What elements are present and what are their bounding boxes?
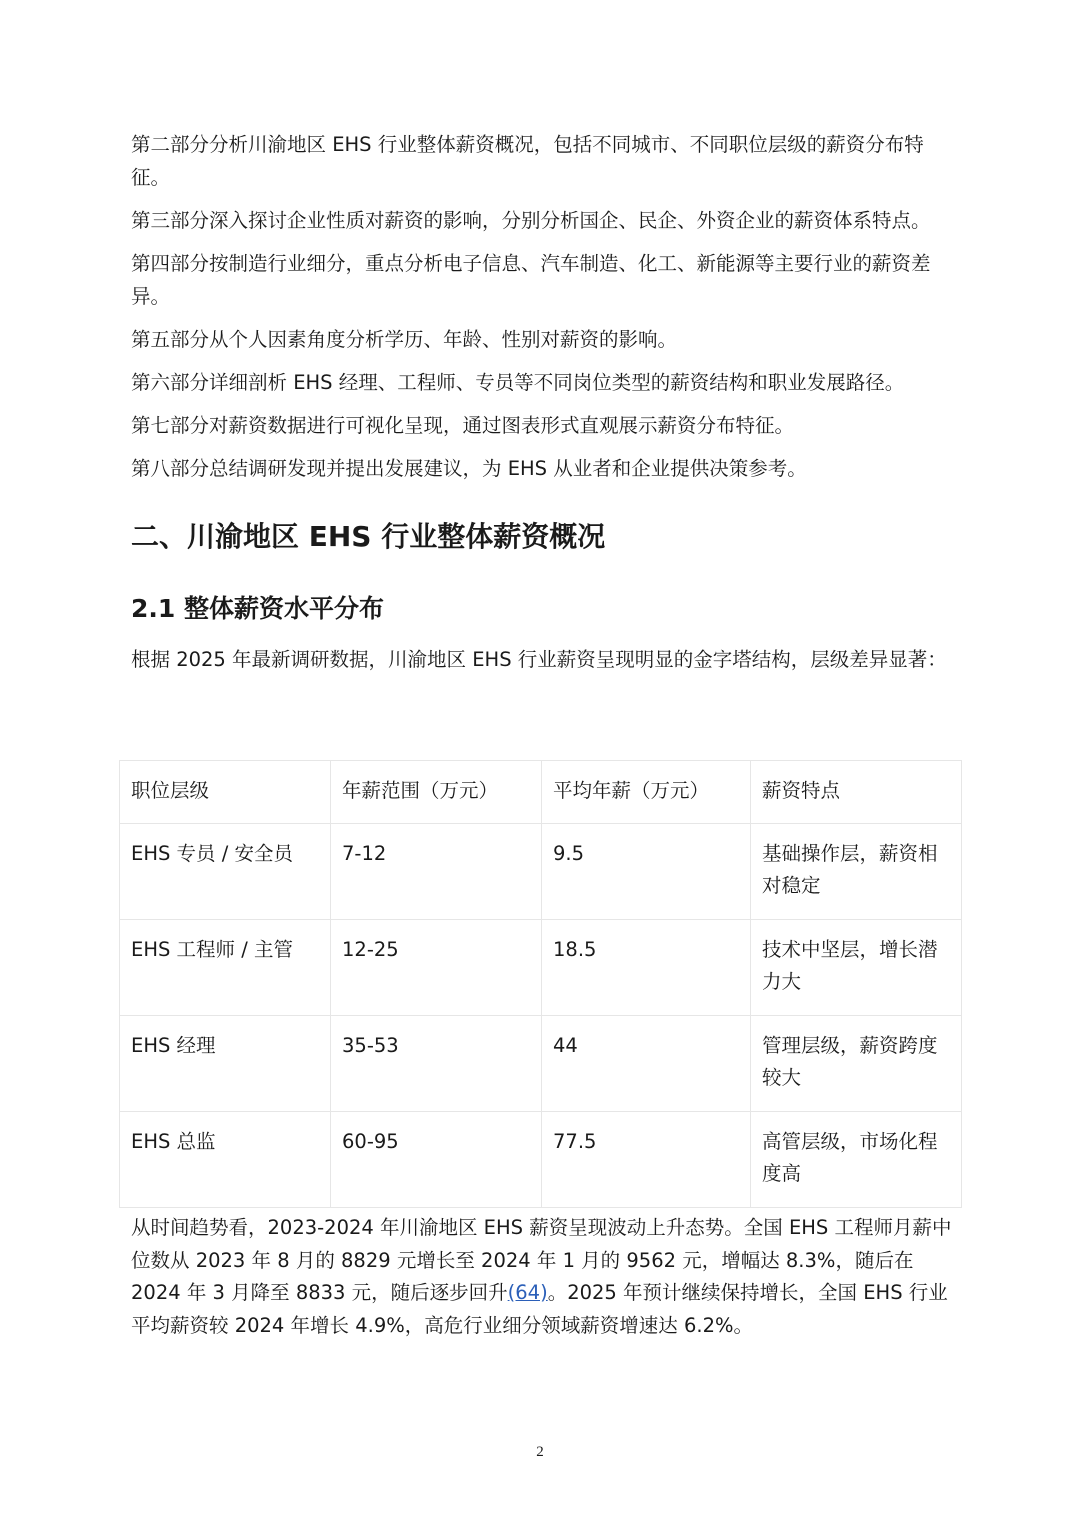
table-cell: 技术中坚层，增长潜力大 xyxy=(751,920,962,1016)
intro-paragraph-part-7: 第七部分对薪资数据进行可视化呈现，通过图表形式直观展示薪资分布特征。 xyxy=(131,414,795,437)
intro-paragraph-part-4: 第四部分按制造行业细分，重点分析电子信息、汽车制造、化工、新能源等主要行业的薪资差异。 xyxy=(131,252,931,308)
table-row xyxy=(120,920,962,1016)
table-cell: EHS 工程师 / 主管 xyxy=(120,920,331,1016)
trend-text-continued: 。2025 年预计继续保持增长，全国 EHS 行业平均薪资较 2024 年增长 4.9%，高危行业细分领域薪资增速达 6.2%。 xyxy=(131,1281,948,1337)
table-cell: 管理层级，薪资跨度较大 xyxy=(751,1016,962,1112)
table-cell: 18.5 xyxy=(542,920,751,1016)
table-header-cell: 年薪范围（万元） xyxy=(331,761,542,824)
page-number: 2 xyxy=(536,1444,544,1460)
section-heading: 二、川渝地区 EHS 行业整体薪资概况 xyxy=(131,520,606,553)
table-header-cell: 职位层级 xyxy=(120,761,331,824)
salary-table xyxy=(119,760,962,1208)
table-row xyxy=(120,1016,962,1112)
table-cell: 60-95 xyxy=(331,1112,542,1208)
intro-paragraph-part-2: 第二部分分析川渝地区 EHS 行业整体薪资概况，包括不同城市、不同职位层级的薪资分布特征。 xyxy=(131,133,924,189)
intro-paragraph-part-6: 第六部分详细剖析 EHS 经理、工程师、专员等不同岗位类型的薪资结构和职业发展路径。 xyxy=(131,371,905,394)
table-cell: 44 xyxy=(542,1016,751,1112)
table-row xyxy=(120,1112,962,1208)
table-cell: 9.5 xyxy=(542,824,751,920)
table-cell: 35-53 xyxy=(331,1016,542,1112)
table-cell: 基础操作层，薪资相对稳定 xyxy=(751,824,962,920)
table-header-cell: 薪资特点 xyxy=(751,761,962,824)
table-header-cell: 平均年薪（万元） xyxy=(542,761,751,824)
table-cell: 77.5 xyxy=(542,1112,751,1208)
subsection-heading: 2.1 整体薪资水平分布 xyxy=(131,594,384,623)
trend-paragraph xyxy=(131,1212,953,1342)
reference-link[interactable]: (64) xyxy=(507,1281,548,1304)
table-cell: EHS 经理 xyxy=(120,1016,331,1112)
table-cell: EHS 专员 / 安全员 xyxy=(120,824,331,920)
trend-text: 从时间趋势看，2023-2024 年川渝地区 EHS 薪资呈现波动上升态势。全国 EHS 工程师月薪中位数从 2023 年 8 月的 8829 元增长至 2024 年 1 月的 9562 元，增幅达 8.3%，随后在 2024 年 3 月降至 8833 元，随后逐步回升 xyxy=(131,1216,952,1304)
intro-paragraph-part-8: 第八部分总结调研发现并提出发展建议，为 EHS 从业者和企业提供决策参考。 xyxy=(131,457,807,480)
table-cell: 7-12 xyxy=(331,824,542,920)
table-cell: 高管层级，市场化程度高 xyxy=(751,1112,962,1208)
table-cell: 12-25 xyxy=(331,920,542,1016)
lead-paragraph: 根据 2025 年最新调研数据，川渝地区 EHS 行业薪资呈现明显的金字塔结构，层级差异显著： xyxy=(131,648,947,671)
intro-paragraph-part-3: 第三部分深入探讨企业性质对薪资的影响，分别分析国企、民企、外资企业的薪资体系特点。 xyxy=(131,209,931,232)
table-row xyxy=(120,824,962,920)
table-cell: EHS 总监 xyxy=(120,1112,331,1208)
intro-paragraph-part-5: 第五部分从个人因素角度分析学历、年龄、性别对薪资的影响。 xyxy=(131,328,678,351)
table-header-row xyxy=(120,761,962,824)
